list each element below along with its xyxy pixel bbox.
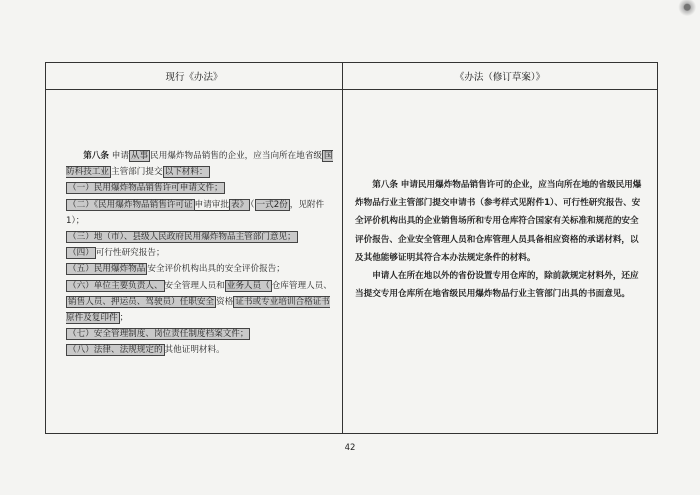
scan-mark: [674, 0, 696, 18]
highlight-span: 业务人员（: [226, 280, 270, 291]
highlight-span: 销售人员、押运员、驾驶员）任职安全: [68, 296, 215, 307]
table-header-row: [46, 63, 657, 90]
header-revised-draft: 《办法（修订草案）》: [454, 72, 546, 83]
highlight-span: （二）《民用爆炸物品销售许可证: [68, 199, 193, 210]
item-8: [66, 342, 334, 358]
highlight-span: 从事: [130, 151, 149, 161]
underline-span: 申请审批: [194, 199, 229, 210]
article-label: 第八条: [372, 180, 398, 190]
text-span: 可行性研究报告；: [95, 248, 165, 259]
article-label: 第八条: [83, 151, 109, 161]
highlight-span: （四）: [68, 248, 94, 259]
comparison-table: [45, 62, 658, 434]
text-span: ；: [119, 313, 129, 324]
current-regulation-cell: [46, 90, 343, 433]
highlight-span: 表》: [231, 199, 249, 210]
text-span: 主管部门提交: [110, 167, 163, 178]
page-number: 42: [344, 443, 356, 453]
highlight-span: （三）地（市）、县级人民政府民用爆炸物品主管部门意见；: [68, 232, 296, 243]
revised-article-text: 申请民用爆炸物品销售许可的企业，应当向所在地的省级民用爆炸物品行业主管部门提交申请书（参考样式见附件1）、可行性研究报告、安全评价机构出具的企业销售场所和专用仓库符合国家有关标准和规范的安全评价报告、企业安全管理人员和仓库管理人员具备相应资格的承诺材料，以及其他能够证明其符合本办法规定条件的材料。: [355, 180, 642, 263]
item-7: [66, 326, 334, 342]
highlight-span: （六）单位主要负责人、: [68, 280, 163, 291]
highlight-span: （五）民用爆炸物品: [68, 264, 146, 275]
article-8-intro: [66, 148, 334, 180]
text-span: 民用爆炸物品销售的企业，应当向所在地省级: [150, 151, 323, 161]
item-2: [66, 197, 334, 229]
text-span: ，见附件1）；: [66, 199, 325, 226]
highlight-span: 国防科技工业: [66, 151, 333, 178]
highlight-span: （七）安全管理制度、岗位责任制度档案文件；: [68, 329, 249, 340]
item-6: [66, 278, 334, 327]
highlight-span: 一式2份: [256, 199, 288, 210]
text-span: 申请: [111, 151, 129, 161]
text-span: 资格: [216, 296, 234, 307]
item-1: [66, 180, 334, 196]
text-span: （: [250, 199, 255, 210]
highlight-span: 证书或专业培训合格证书原件及复印件: [66, 296, 330, 324]
text-span: 其他证明材料。: [164, 345, 225, 356]
item-3: [66, 229, 334, 245]
text-span: 安全管理人员和: [164, 280, 225, 291]
highlight-span: 以下材料：: [164, 167, 208, 178]
highlight-span: （八）法律、法规规定的: [68, 345, 163, 356]
revised-article-8-para2: [355, 267, 645, 303]
highlight-span: （一）民用爆炸物品销售许可申请文件；: [68, 183, 223, 194]
revised-draft-cell: [343, 90, 657, 433]
table-body-row: [46, 90, 657, 433]
item-4: [66, 245, 334, 261]
text-span: 仓库管理人员、: [271, 280, 332, 291]
revised-article-text: 申请人在所在地以外的省份设置专用仓库的，除前款规定材料外，还应当提交专用仓库所在地省级民用爆炸物品行业主管部门出具的书面意见。: [355, 271, 639, 300]
item-5: [66, 261, 334, 277]
header-current-regulation: 现行《办法》: [46, 63, 343, 89]
revised-article-8: [355, 176, 645, 267]
text-span: 安全评价机构出具的安全评价报告；: [147, 264, 285, 275]
